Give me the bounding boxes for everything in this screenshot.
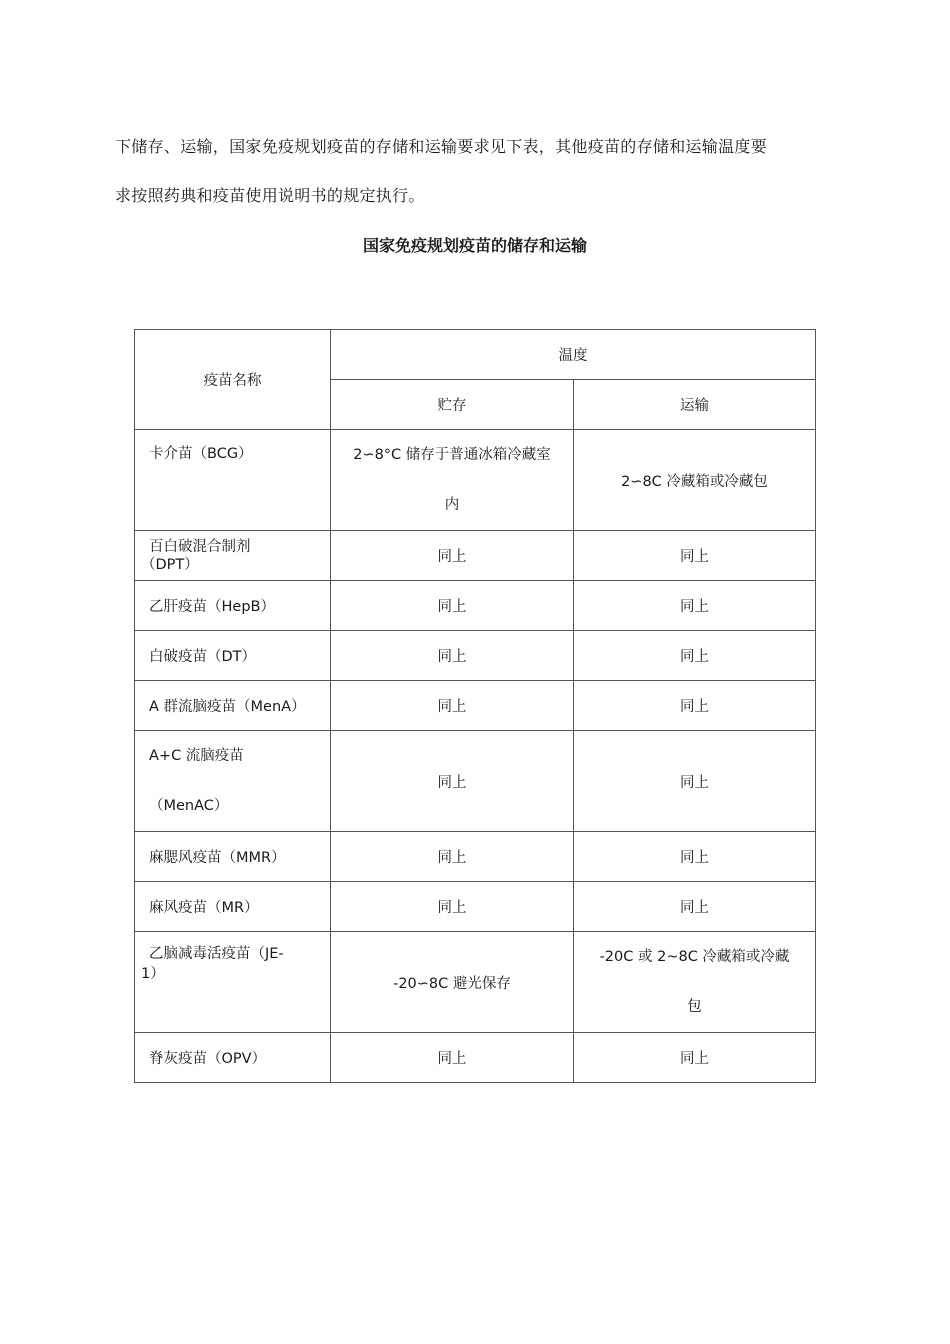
- vaccine-storage-table: [134, 329, 816, 1083]
- transport-cell: 同上: [574, 581, 816, 631]
- storage-text-line-2: 内: [444, 497, 460, 513]
- intro-paragraph-line-2: 求按照药典和疫苗使用说明书的规定执行。: [115, 186, 425, 205]
- header-transport: 运输: [574, 380, 816, 430]
- transport-text-line-1: -20C 或 2~8C 冷藏箱或冷藏: [599, 949, 790, 965]
- table-row: [135, 1033, 816, 1083]
- storage-cell: 同上: [331, 581, 574, 631]
- header-temperature: 温度: [331, 330, 816, 380]
- transport-cell: [574, 932, 816, 1033]
- storage-cell: 同上: [331, 1033, 574, 1083]
- table-row: [135, 731, 816, 832]
- vaccine-name-cell: [135, 731, 331, 832]
- vaccine-name-line-2: （MenAC）: [149, 798, 229, 814]
- transport-cell: 同上: [574, 1033, 816, 1083]
- storage-cell: [331, 430, 574, 531]
- transport-cell: 同上: [574, 631, 816, 681]
- storage-cell: 同上: [331, 631, 574, 681]
- transport-cell: 2∽8C 冷藏箱或冷藏包: [574, 430, 816, 531]
- intro-paragraph-line-1: 下储存、运输，国家免疫规划疫苗的存储和运输要求见下表，其他疫苗的存储和运输温度要: [115, 137, 768, 156]
- header-vaccine-name: 疫苗名称: [135, 330, 331, 430]
- transport-cell: 同上: [574, 832, 816, 882]
- vaccine-name-cell: 脊灰疫苗（OPV）: [135, 1033, 331, 1083]
- vaccine-name-cell: [135, 932, 331, 1033]
- storage-cell: 同上: [331, 731, 574, 832]
- table-row: [135, 430, 816, 531]
- table-row: [135, 531, 816, 581]
- table-row: [135, 681, 816, 731]
- vaccine-name-line-1: A+C 流脑疫苗: [149, 748, 244, 764]
- vaccine-name-cell: 卡介苗（BCG）: [135, 430, 331, 531]
- table-row: [135, 882, 816, 932]
- transport-cell: 同上: [574, 531, 816, 581]
- table-row: [135, 631, 816, 681]
- storage-text-line-1: 2∽8°C 储存于普通冰箱冷藏室: [353, 447, 551, 463]
- storage-cell: 同上: [331, 531, 574, 581]
- vaccine-name-cell: [135, 531, 331, 581]
- vaccine-name-line-1: 百白破混合制剂: [149, 538, 251, 555]
- storage-cell: 同上: [331, 832, 574, 882]
- vaccine-name-line-2: （DPT）: [141, 556, 199, 573]
- vaccine-name-line-1: 乙脑减毒活疫苗（JE-: [149, 946, 284, 962]
- vaccine-name-cell: 乙肝疫苗（HepB）: [135, 581, 331, 631]
- table-header-row: [135, 330, 816, 380]
- storage-cell: 同上: [331, 882, 574, 932]
- vaccine-name-cell: 麻腮风疫苗（MMR）: [135, 832, 331, 882]
- transport-cell: 同上: [574, 882, 816, 932]
- transport-cell: 同上: [574, 681, 816, 731]
- vaccine-name-cell: A 群流脑疫苗（MenA）: [135, 681, 331, 731]
- table-row: [135, 581, 816, 631]
- vaccine-name-line-2: 1）: [141, 966, 165, 982]
- transport-cell: 同上: [574, 731, 816, 832]
- vaccine-name-cell: 麻风疫苗（MR）: [135, 882, 331, 932]
- table-row: [135, 832, 816, 882]
- storage-cell: -20∽8C 避光保存: [331, 932, 574, 1033]
- table-row: [135, 932, 816, 1033]
- table-title: 国家免疫规划疫苗的储存和运输: [362, 236, 587, 255]
- header-storage: 贮存: [331, 380, 574, 430]
- storage-cell: 同上: [331, 681, 574, 731]
- vaccine-name-cell: 白破疫苗（DT）: [135, 631, 331, 681]
- transport-text-line-2: 包: [687, 999, 702, 1015]
